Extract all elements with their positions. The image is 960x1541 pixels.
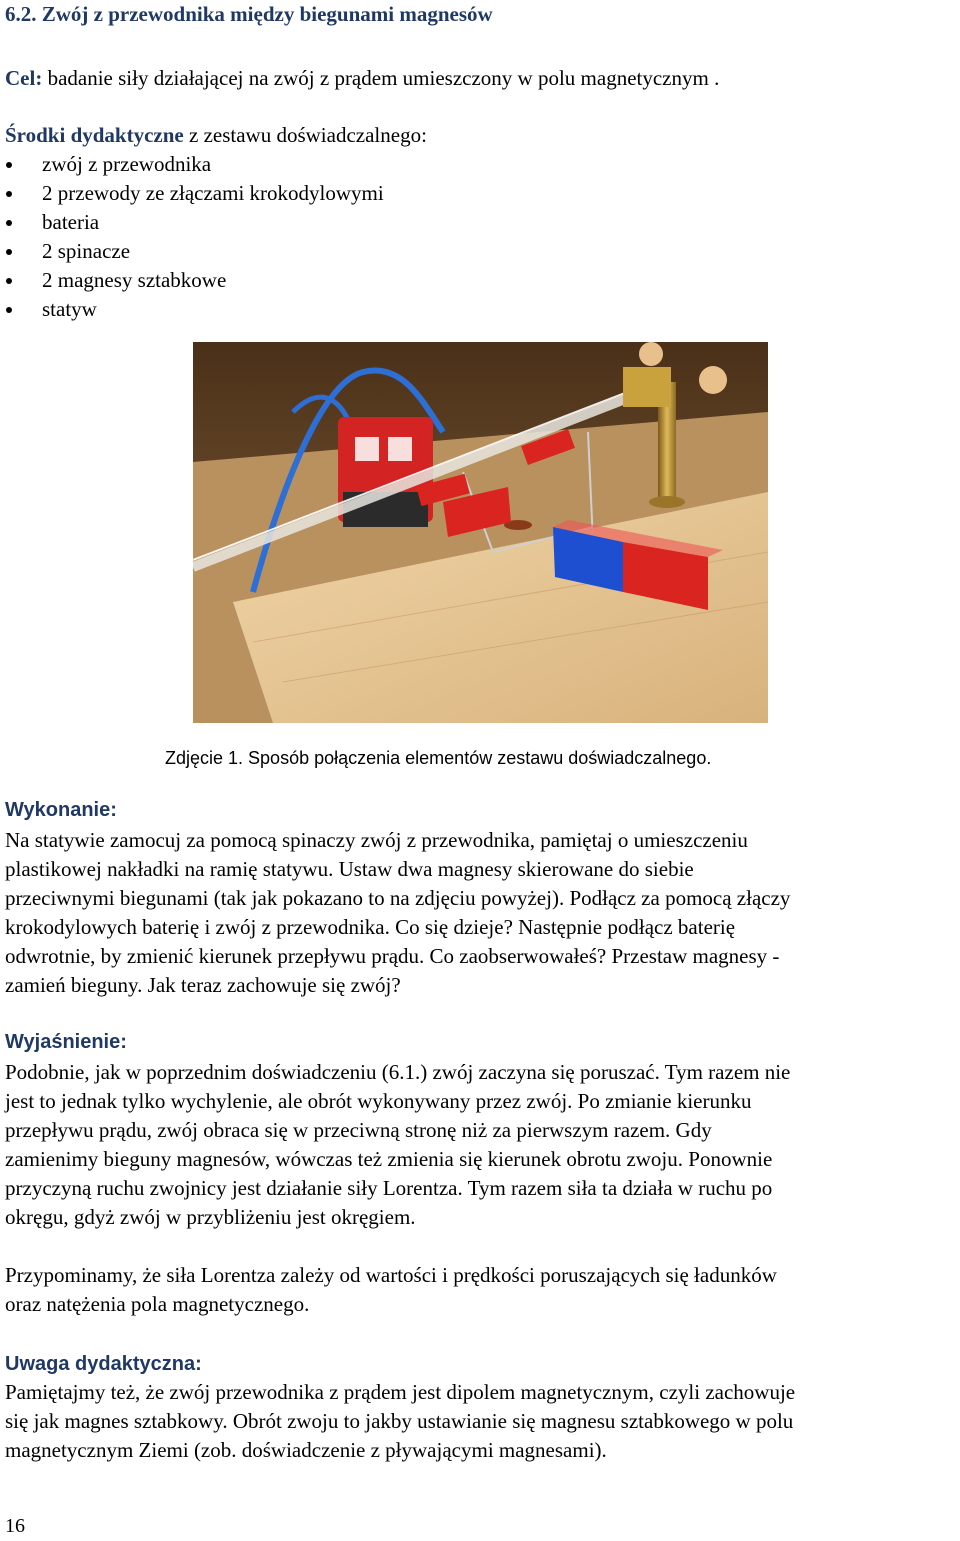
explanation-heading: Wyjaśnienie: bbox=[5, 1031, 127, 1053]
bullet-icon bbox=[6, 249, 12, 255]
procedure-heading: Wykonanie: bbox=[5, 799, 117, 821]
bullet-icon bbox=[6, 191, 12, 197]
text-line: okręgu, gdyż zwój w przybliżeniu jest okręgiem. bbox=[5, 1205, 416, 1229]
text-line: krokodylowych baterię i zwój z przewodnika. Co się dzieje? Następnie podłącz baterię bbox=[5, 915, 736, 939]
reminder-paragraph bbox=[5, 1261, 955, 1319]
list-item: 2 spinacze bbox=[5, 237, 384, 266]
text-line: Przypominamy, że siła Lorentza zależy od wartości i prędkości poruszających się ładunków bbox=[5, 1263, 777, 1287]
page-number: 16 bbox=[5, 1515, 25, 1537]
experiment-photo bbox=[193, 342, 768, 723]
procedure-paragraph bbox=[5, 826, 955, 1000]
text-line: odwrotnie, by zmienić kierunek przepływu prądu. Co zaobserwowałeś? Przestaw magnesy - bbox=[5, 944, 780, 968]
text-line: przepływu prądu, zwój obraca się w przeciwną stronę niż za pierwszym razem. Gdy bbox=[5, 1118, 712, 1142]
list-item: zwój z przewodnika bbox=[5, 150, 384, 179]
experiment-photo-illustration bbox=[193, 342, 768, 723]
text-line: oraz natężenia pola magnetycznego. bbox=[5, 1292, 310, 1316]
list-item: 2 magnesy sztabkowe bbox=[5, 266, 384, 295]
explanation-paragraph bbox=[5, 1058, 955, 1232]
text-line: magnetycznym Ziemi (zob. doświadczenie z pływającymi magnesami). bbox=[5, 1438, 607, 1462]
list-item: 2 przewody ze złączami krokodylowymi bbox=[5, 179, 384, 208]
goal-label: Cel: bbox=[5, 66, 43, 90]
section-title: 6.2. Zwój z przewodnika między biegunami magnesów bbox=[5, 2, 493, 26]
text-line: Pamiętajmy też, że zwój przewodnika z prądem jest dipolem magnetycznym, czyli zachowuje bbox=[5, 1380, 796, 1404]
materials-heading bbox=[5, 121, 427, 150]
brass-clamp bbox=[623, 367, 671, 407]
bullet-icon bbox=[6, 220, 12, 226]
materials-text: z zestawu doświadczalnego: bbox=[183, 123, 427, 147]
list-item: bateria bbox=[5, 208, 384, 237]
list-item: statyw bbox=[5, 295, 384, 324]
text-line: przyczyną ruchu zwojnicy jest działanie siły Lorentza. Tym razem siła ta działa w ruchu po bbox=[5, 1176, 773, 1200]
text-line: zamienimy bieguny magnesów, wówczas też zmienia się kierunek obrotu zwoju. Ponownie bbox=[5, 1147, 773, 1171]
materials-list bbox=[5, 150, 384, 324]
goal-text: badanie siły działającej na zwój z prądem umieszczony w polu magnetycznym . bbox=[42, 66, 720, 90]
bullet-icon bbox=[6, 307, 12, 313]
text-line: zamień bieguny. Jak teraz zachowuje się zwój? bbox=[5, 973, 401, 997]
materials-label: Środki dydaktyczne bbox=[5, 123, 184, 147]
text-line: Na statywie zamocuj za pomocą spinaczy zwój z przewodnika, pamiętaj o umieszczeniu bbox=[5, 828, 748, 852]
goal-line bbox=[5, 64, 719, 93]
text-line: plastikowej nakładki na ramię statywu. Ustaw dwa magnesy skierowane do siebie bbox=[5, 857, 694, 881]
photo-caption: Zdjęcie 1. Sposób połączenia elementów zestawu doświadczalnego. bbox=[165, 748, 712, 768]
didactic-note-heading: Uwaga dydaktyczna: bbox=[5, 1353, 202, 1375]
text-line: przeciwnymi biegunami (tak jak pokazano to na zdjęciu powyżej). Podłącz za pomocą złączy bbox=[5, 886, 791, 910]
bullet-icon bbox=[6, 162, 12, 168]
text-line: jest to jednak tylko wychylenie, ale obrót wykonywany przez zwój. Po zmianie kierunku bbox=[5, 1089, 752, 1113]
text-line: się jak magnes sztabkowy. Obrót zwoju to jakby ustawianie się magnesu sztabkowego w polu bbox=[5, 1409, 794, 1433]
text-line: Podobnie, jak w poprzednim doświadczeniu (6.1.) zwój zaczyna się poruszać. Tym razem nie bbox=[5, 1060, 791, 1084]
bullet-icon bbox=[6, 278, 12, 284]
didactic-note-paragraph bbox=[5, 1378, 955, 1465]
